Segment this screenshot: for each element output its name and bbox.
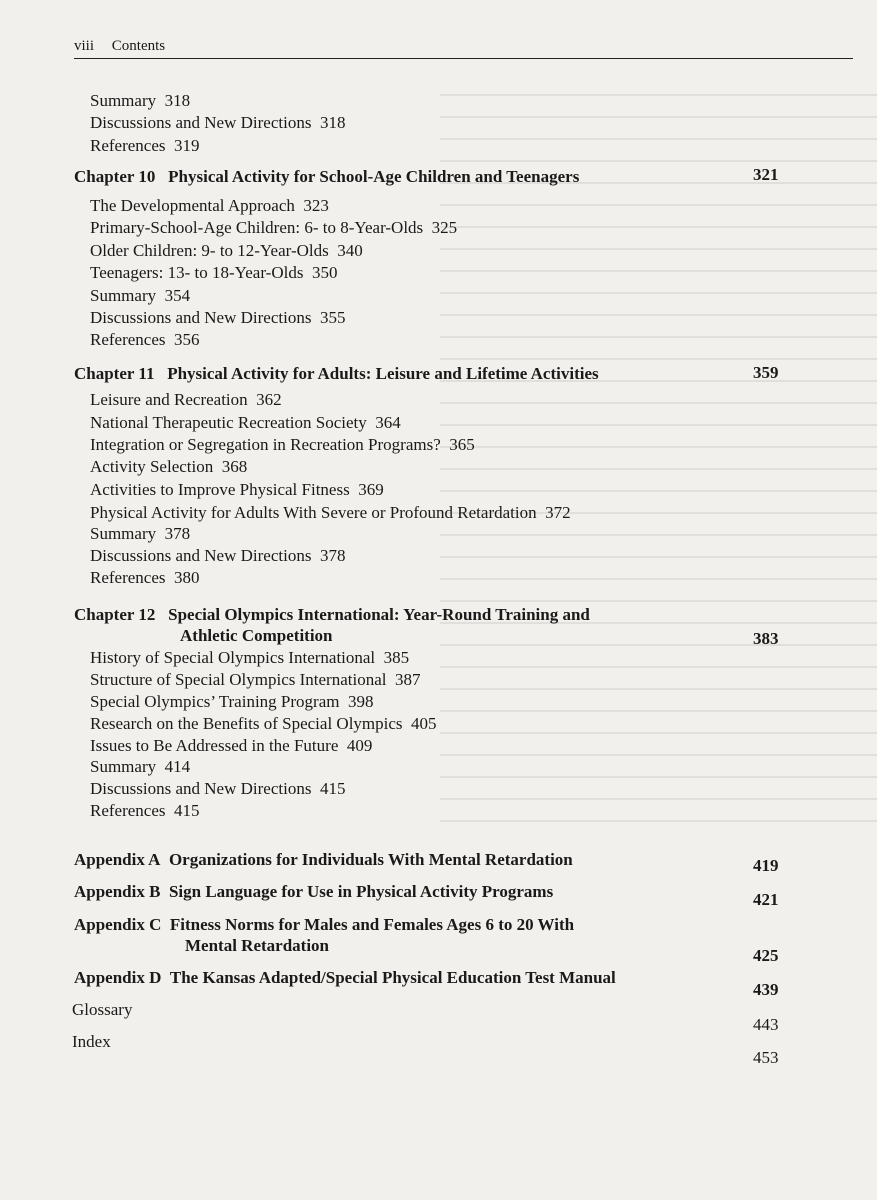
header-title: Contents [111,38,166,54]
toc-entry[interactable]: Discussions and New Directions 318 [90,113,346,132]
toc-entry[interactable]: The Developmental Approach 323 [90,196,329,215]
appendix-c-heading[interactable]: Appendix C Fitness Norms for Males and Females Ages 6 to 20 With [74,915,575,934]
chapter-12-page: 383 [753,629,779,648]
appendix-d-heading[interactable]: Appendix D The Kansas Adapted/Special Physical Education Test Manual [74,968,616,987]
appendix-a-page: 419 [753,856,779,875]
appendix-d-page: 439 [753,980,779,999]
page-number: viii [74,38,95,54]
page-header [74,38,853,59]
appendix-a-heading[interactable]: Appendix A Organizations for Individuals With Mental Retardation [74,850,573,869]
chapter-12-heading[interactable]: Chapter 12 Special Olympics International: Year-Round Training and [74,605,590,624]
toc-entry[interactable]: Structure of Special Olympics International 387 [90,670,421,689]
toc-entry[interactable]: Discussions and New Directions 415 [90,779,346,798]
toc-entry[interactable]: Issues to Be Addressed in the Future 409 [90,736,373,755]
chapter-11-heading[interactable]: Chapter 11 Physical Activity for Adults: Leisure and Lifetime Activities [74,364,599,383]
toc-entry[interactable]: References 380 [90,568,200,587]
bleed-through-text [440,80,877,840]
toc-entry[interactable]: Research on the Benefits of Special Olympics 405 [90,714,437,733]
chapter-10-heading[interactable]: Chapter 10 Physical Activity for School-Age Children and Teenagers [74,167,580,186]
toc-entry[interactable]: Activity Selection 368 [90,457,248,476]
appendix-b-heading[interactable]: Appendix B Sign Language for Use in Physical Activity Programs [74,882,554,901]
toc-entry[interactable]: References 356 [90,330,200,349]
toc-entry[interactable]: National Therapeutic Recreation Society 364 [90,413,401,432]
toc-entry[interactable]: History of Special Olympics International 385 [90,648,410,667]
toc-entry[interactable]: Leisure and Recreation 362 [90,390,282,409]
toc-entry[interactable]: Special Olympics’ Training Program 398 [90,692,374,711]
index-entry[interactable]: Index [72,1032,111,1051]
toc-entry[interactable]: Physical Activity for Adults With Severe or Profound Retardation 372 [90,503,571,522]
toc-entry[interactable]: References 319 [90,136,200,155]
toc-entry[interactable]: Primary-School-Age Children: 6- to 8-Year-Olds 325 [90,218,458,237]
toc-entry[interactable]: Integration or Segregation in Recreation Programs? 365 [90,435,475,454]
toc-entry[interactable]: Summary 354 [90,286,191,305]
appendix-c-page: 425 [753,946,779,965]
toc-entry[interactable]: Summary 318 [90,91,191,110]
toc-entry[interactable]: Older Children: 9- to 12-Year-Olds 340 [90,241,363,260]
appendix-c-heading-line2[interactable]: Mental Retardation [185,936,330,955]
chapter-12-heading-line2[interactable]: Athletic Competition [180,626,333,645]
index-page: 453 [753,1048,779,1067]
chapter-11-page: 359 [753,363,779,382]
toc-entry[interactable]: Summary 414 [90,757,191,776]
toc-entry[interactable]: Activities to Improve Physical Fitness 369 [90,480,384,499]
appendix-b-page: 421 [753,890,779,909]
toc-entry[interactable]: Teenagers: 13- to 18-Year-Olds 350 [90,263,338,282]
toc-entry[interactable]: Discussions and New Directions 355 [90,308,346,327]
toc-entry[interactable]: Summary 378 [90,524,191,543]
toc-entry[interactable]: References 415 [90,801,200,820]
chapter-10-page: 321 [753,165,779,184]
glossary-entry[interactable]: Glossary [72,1000,133,1019]
toc-entry[interactable]: Discussions and New Directions 378 [90,546,346,565]
glossary-page: 443 [753,1015,779,1034]
